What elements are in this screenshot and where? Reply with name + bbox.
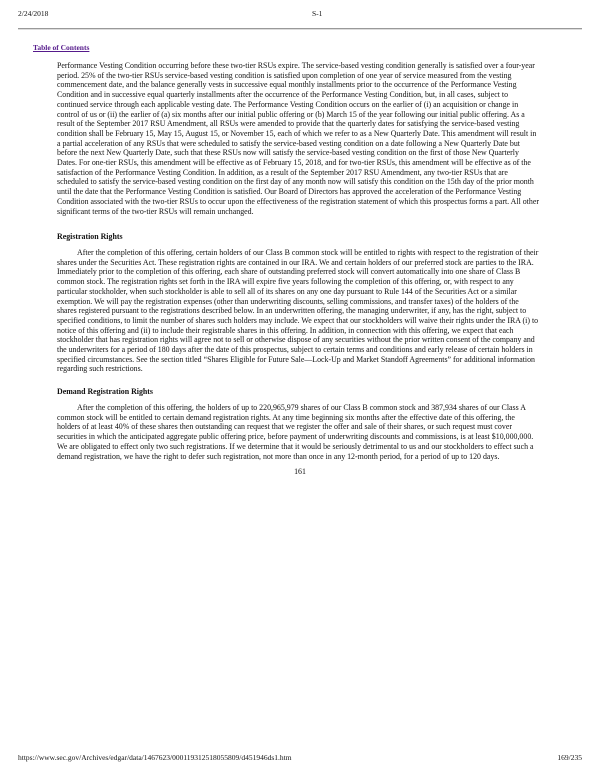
text-line: exemption. We will pay the registration expenses (other than underwriting discounts, selling commissions, and transfer taxes) of the holders of the bbox=[57, 296, 519, 306]
text-line: satisfaction of the Performance Vesting Condition. In addition, as a result of the September 2017 RSU Amendment, any two-tier RSUs that are bbox=[57, 167, 508, 177]
text-line: specified conditions, to limit the number of shares such holders may include. We expect that our stockholders will waive their rights under the IRA (i) to bbox=[57, 315, 539, 325]
text-line: Performance Vesting Condition occurring before these two-tier RSUs expire. The service-based vesting condition generally is satisfied over a four-year bbox=[57, 61, 535, 70]
text-line: commencement date, and the balance generally vests in successive equal monthly installments prior to the occurrence of the Performance Vesting bbox=[57, 80, 517, 90]
footer-url: https://www.sec.gov/Archives/edgar/data/1467623/000119312518055809/d451946ds1.htm bbox=[18, 753, 292, 762]
page-number: 161 bbox=[294, 467, 306, 476]
paragraph-vesting bbox=[57, 61, 557, 216]
text-line: common stock. The registration rights set forth in the IRA will expire five years following the completion of this offering, or, with respect to any bbox=[57, 277, 514, 287]
text-line: Dates. For one-tier RSUs, this amendment will be effective as of February 15, 2018, and for two-tier RSUs, this amendment will be effective as of the bbox=[57, 158, 531, 168]
print-date: 2/24/2018 bbox=[18, 9, 49, 18]
text-line: regarding such restrictions. bbox=[57, 364, 143, 374]
text-line: common stock will be entitled to certain demand registration rights. At any time beginning six months after the effective date of this offering, the bbox=[57, 412, 515, 422]
text-line: result of the September 2017 RSU Amendment, all RSUs were amended to provide that the quarterly dates for satisfying the service-based vesting bbox=[57, 119, 520, 129]
text-line: continued service through each applicable vesting date. The Performance Vesting Condition occurs on the earlier of (i) an acquisition or change in bbox=[57, 99, 519, 109]
text-line: period. 25% of the two-tier RSUs service-based vesting condition is satisfied upon completion of one year of service measured from the vesting bbox=[57, 70, 512, 80]
text-line: until the date that the Performance Vesting Condition is satisfied. Our Board of Directors has approved the acceleration of the Performance Vesting bbox=[57, 187, 522, 197]
text-line: notice of this offering and (ii) to include their registrable shares in this offering. In addition, in connection with this offering, we expect that each bbox=[57, 325, 514, 335]
text-line: We are obligated to effect only two such registrations. If we determine that it would be seriously detrimental to us and our stockholders to effect such a bbox=[57, 441, 534, 451]
text-line: particular stockholder, when such stockholder is able to sell all of its shares on any one day pursuant to Rule 144 of the Securities Act or a similar bbox=[57, 286, 517, 296]
text-line: holders of at least 40% of these shares then outstanding can request that we register the offer and sale of their shares, or such request must cover bbox=[57, 422, 512, 432]
text-line: Condition associated with the two-tier RSUs to occur upon the effectiveness of the registration statement of which this prospectus forms a part. All other bbox=[57, 196, 539, 206]
text-line: Condition and in successive equal quarterly installments after the occurrence of the Performance Vesting Condition, but, in all cases, subject to bbox=[57, 90, 509, 100]
text-line: specified circumstances. See the section titled “Shares Eligible for Future Sale—Lock-Up and Market Standoff Agreements” for additional information bbox=[57, 354, 535, 364]
text-line: demand registration, we have the right to defer such registration, not more than once in any 12-month period, for a period of up to 120 days. bbox=[57, 451, 500, 461]
header-divider bbox=[18, 28, 582, 30]
heading-demand-registration-rights: Demand Registration Rights bbox=[57, 387, 154, 396]
text-line: control of us or (ii) the earlier of (a) six months after our initial public offering or (b) March 15 of the year following our initial public offering. As a bbox=[57, 109, 525, 119]
text-line: After the completion of this offering, certain holders of our Class B common stock will be entitled to rights with respect to the registration of their bbox=[77, 248, 539, 257]
text-line: significant terms of the two-tier RSUs will remain unchanged. bbox=[57, 206, 254, 216]
text-line: shares registered pursuant to the registrations described below. In an underwritten offering, the managing underwriter, if any, has the right, subject to bbox=[57, 306, 527, 316]
text-line: stockholder that has registration rights will agree not to sell or otherwise dispose of any securities without the prior written consent of the company and bbox=[57, 335, 535, 345]
text-line: shares under the Securities Act. These registration rights are contained in our IRA. We and certain holders of our preferred stock are parties to the IRA. bbox=[57, 257, 534, 267]
footer-page-count: 169/235 bbox=[557, 753, 582, 762]
text-line: condition shall be February 15, May 15, August 15, or November 15, each of which we refer to as a New Quarterly Date. This amendment will result in bbox=[57, 128, 537, 138]
paragraph-registration-rights bbox=[57, 248, 557, 374]
text-line: before the next New Quarterly Date, such that these RSUs now will satisfy the service-based vesting condition on the first of those New Quarterly bbox=[57, 148, 519, 158]
document-title: S-1 bbox=[312, 9, 323, 18]
text-line: a partial acceleration of any RSUs that were scheduled to satisfy the service-based vesting condition on a date following a New Quarterly Date but bbox=[57, 138, 520, 148]
text-line: securities in which the anticipated aggregate public offering price, before payment of underwriting discounts and commissions, is at least $10,000,000. bbox=[57, 432, 534, 442]
text-line: the underwriters for a period of 180 days after the date of this prospectus, subject to certain terms and conditions and early release of certain holders in bbox=[57, 345, 533, 355]
heading-registration-rights: Registration Rights bbox=[57, 232, 123, 241]
text-line: scheduled to satisfy the service-based vesting condition on the first day of any month now will satisfy this condition on the 15th day of the prior month bbox=[57, 177, 534, 187]
paragraph-demand-registration-rights bbox=[57, 403, 557, 461]
table-of-contents-link[interactable]: Table of Contents bbox=[33, 43, 90, 52]
text-line: Immediately prior to the completion of this offering, each share of outstanding preferred stock will convert automatically into one share of Class B bbox=[57, 267, 521, 277]
text-line: After the completion of this offering, the holders of up to 220,965,979 shares of our Class B common stock and 387,934 shares of our Class A bbox=[77, 403, 526, 412]
